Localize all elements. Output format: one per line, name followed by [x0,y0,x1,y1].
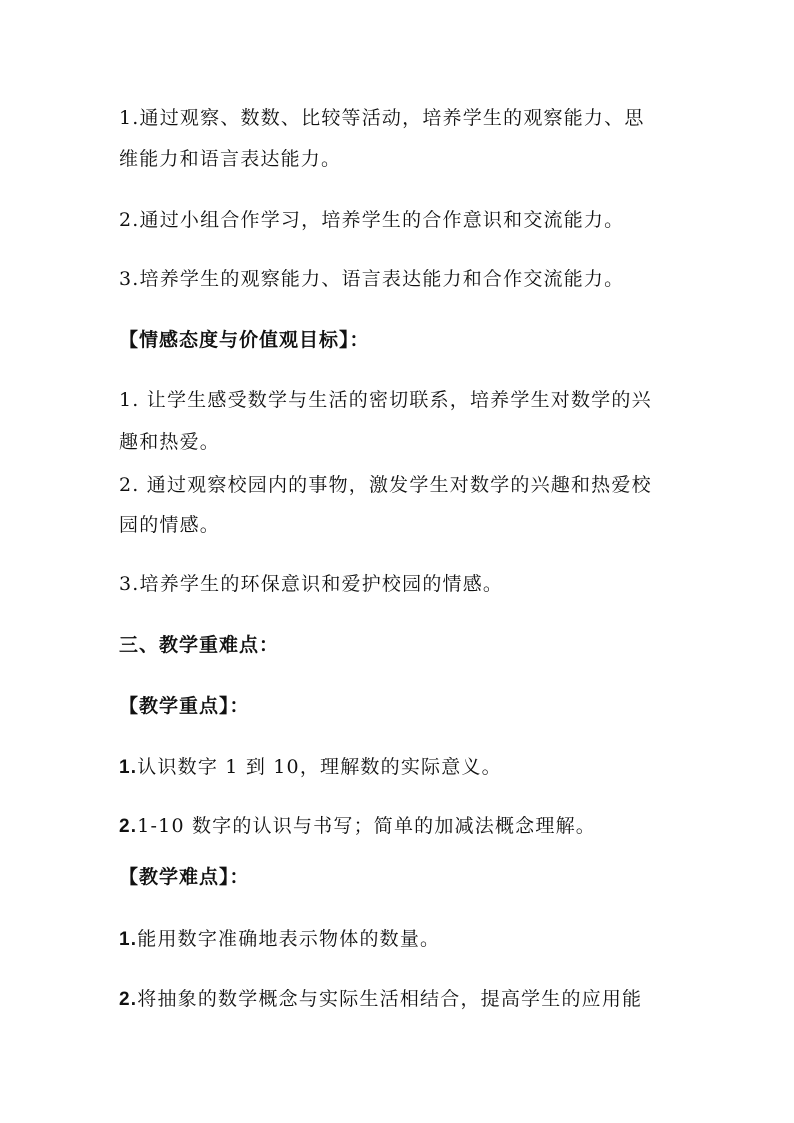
difficult-point-1 [119,928,440,951]
ability-goal-1-line-1: 1.通过观察、数数、比较等活动，培养学生的观察能力、思 [119,107,645,129]
key-point-1-number: 1. [119,757,138,778]
emotion-goal-3: 3.培养学生的环保意识和爱护校园的情感。 [119,573,504,595]
ability-goal-1-line-2: 维能力和语言表达能力。 [119,148,342,170]
difficult-point-1-number: 1. [119,929,138,950]
key-point-1-text: 认识数字 1 到 10，理解数的实际意义。 [137,756,502,778]
ability-goal-3: 3.培养学生的观察能力、语言表达能力和合作交流能力。 [119,268,625,290]
difficult-point-2 [119,988,642,1011]
difficult-point-2-number: 2. [119,989,138,1010]
section-three-heading: 三、教学重难点： [119,634,280,656]
key-point-2-number: 2. [119,816,138,837]
emotion-goals-heading: 【情感态度与价值观目标】： [119,329,370,351]
key-point-1 [119,756,502,779]
difficult-point-2-text: 将抽象的数学概念与实际生活相结合，提高学生的应用能 [137,988,643,1010]
key-point-2 [119,815,596,838]
emotion-goal-2-line-1: 2. 通过观察校园内的事物，激发学生对数学的兴趣和热爱校 [119,474,652,496]
key-point-2-text: 1-10 数字的认识与书写；简单的加减法概念理解。 [137,815,596,837]
emotion-goal-1-line-1: 1. 让学生感受数学与生活的密切联系，培养学生对数学的兴 [119,389,652,411]
difficult-point-1-text: 能用数字准确地表示物体的数量。 [137,928,441,950]
emotion-goal-2-line-2: 园的情感。 [119,514,221,536]
emotion-goal-1-line-2: 趣和热爱。 [119,431,221,453]
difficult-points-heading: 【教学难点】： [119,866,250,888]
ability-goal-2: 2.通过小组合作学习，培养学生的合作意识和交流能力。 [119,209,625,231]
key-points-heading: 【教学重点】： [119,695,250,717]
